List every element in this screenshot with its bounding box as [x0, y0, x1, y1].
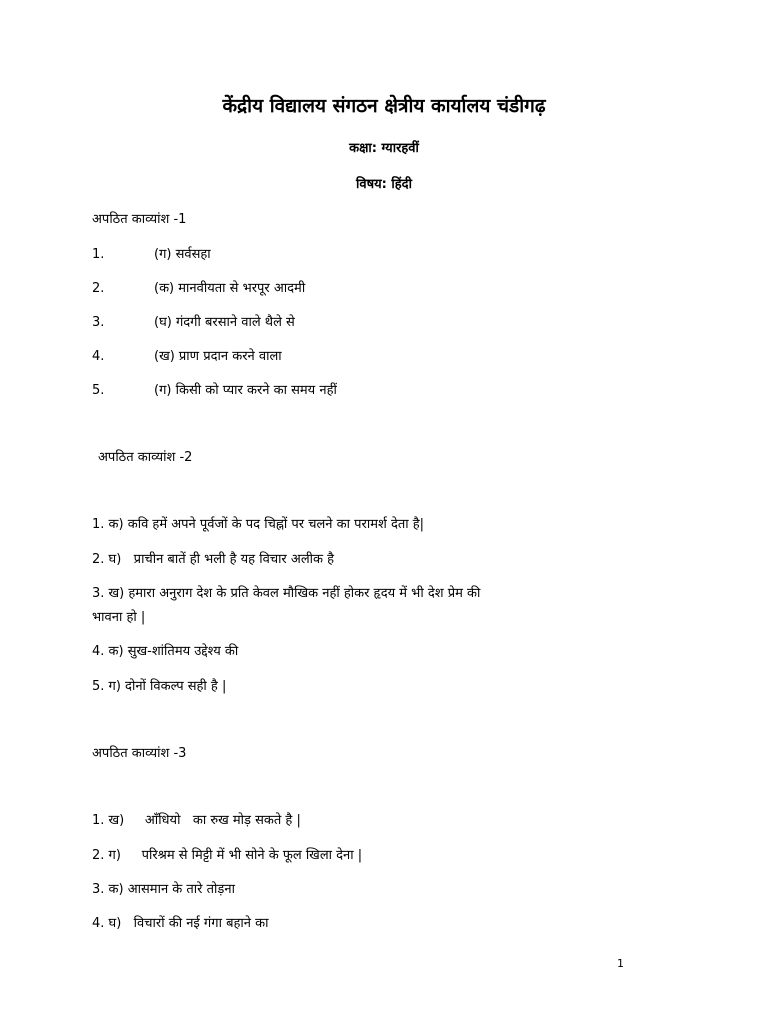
section1-item: [92, 380, 337, 398]
section1-heading: अपठित काव्यांश -1: [92, 212, 187, 227]
section2-item: 3. ख) हमारा अनुराग देश के प्रति केवल मौखिक नहीं होकर हृदय में भी देश प्रेम की: [92, 586, 481, 601]
item-number: 4.: [92, 349, 105, 364]
page-number: 1: [617, 957, 624, 970]
item-number: 1.: [92, 247, 105, 262]
section3-item: 4. घ) विचारों की नई गंगा बहाने का: [92, 916, 269, 931]
section1-item: [92, 278, 305, 296]
section3-heading: अपठित काव्यांश -3: [92, 746, 187, 761]
document-title: केंद्रीय विद्यालय संगठन क्षेत्रीय कार्यालय चंडीगढ़: [222, 95, 546, 117]
section2-item: 1. क) कवि हमें अपने पूर्वजों के पद चिह्नों पर चलने का परामर्श देता है|: [92, 517, 425, 532]
item-text: (ग) किसी को प्यार करने का समय नहीं: [154, 383, 337, 398]
section3-item: 1. ख) आँधियो का रुख मोड़ सकते है |: [92, 813, 301, 828]
item-number: 5.: [92, 383, 105, 398]
section1-item: [92, 244, 211, 262]
section1-item: [92, 312, 295, 330]
section1-item: [92, 346, 282, 364]
item-text: (ख) प्राण प्रदान करने वाला: [154, 349, 282, 364]
section2-heading: अपठित काव्यांश -2: [98, 450, 193, 465]
class-label: कक्षा: ग्यारहवीं: [349, 141, 419, 156]
section2-item: 4. क) सुख-शांतिमय उद्देश्य की: [92, 644, 239, 659]
section3-item: 2. ग) परिश्रम से मिट्टी में भी सोने के फूल खिला देना |: [92, 848, 363, 863]
section2-item: 2. घ) प्राचीन बातें ही भली है यह विचार अलीक है: [92, 552, 335, 567]
item-text: (घ) गंदगी बरसाने वाले थैले से: [154, 315, 295, 330]
item-number: 3.: [92, 315, 105, 330]
section2-item-continuation: भावना हो |: [92, 610, 146, 625]
subject-label: विषय: हिंदी: [356, 177, 412, 192]
section3-item: 3. क) आसमान के तारे तोड़ना: [92, 882, 235, 897]
item-text: (क) मानवीयता से भरपूर आदमी: [154, 281, 306, 296]
section2-item: 5. ग) दोनों विकल्प सही है |: [92, 679, 227, 694]
item-number: 2.: [92, 281, 105, 296]
item-text: (ग) सर्वसहा: [154, 247, 211, 262]
